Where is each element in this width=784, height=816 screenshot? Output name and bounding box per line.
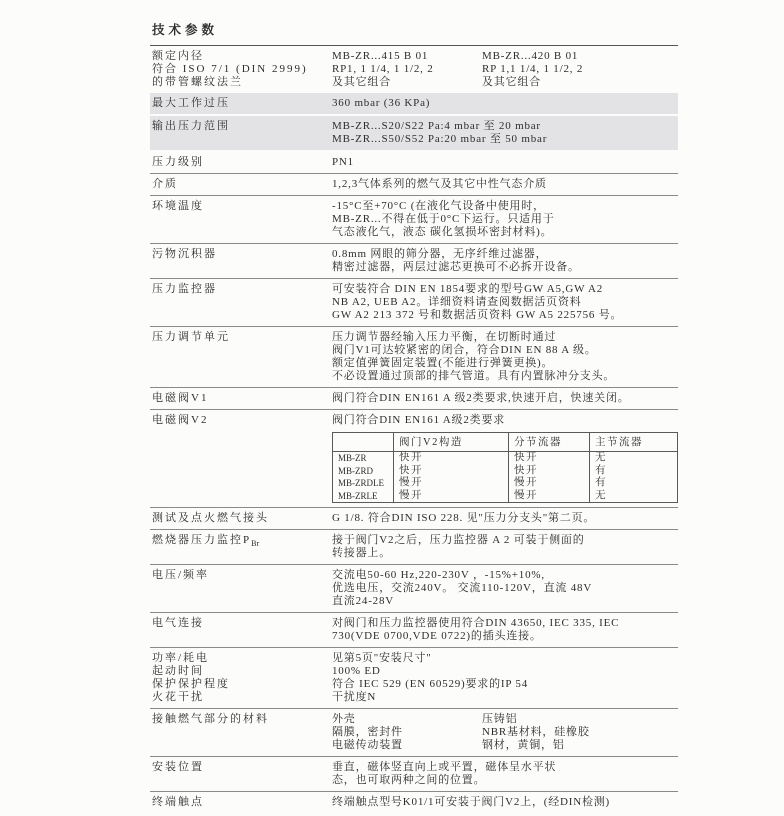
row-value xyxy=(332,761,678,787)
value-line: 垂直，磁体竖直向上或平置，磁体呈水平状 xyxy=(332,761,557,773)
valve-table-cell: MB-ZR xyxy=(333,452,394,465)
value-line: 360 mbar (36 KPa) xyxy=(332,97,431,109)
spec-row xyxy=(150,792,678,813)
spec-row xyxy=(150,174,678,196)
material-part: 电磁传动装置 xyxy=(332,739,403,751)
row-label xyxy=(150,713,332,752)
value-line: 精密过滤器，两层过滤芯更换可不必拆开设备。 xyxy=(332,261,580,273)
material-kind: 压铸铝 xyxy=(482,713,518,725)
value-line: 730(VDE 0700,VDE 0722)的插头连接。 xyxy=(332,630,542,642)
value-line: 不必设置通过顶部的排气管道。具有内置脉冲分支头。 xyxy=(332,370,616,382)
value-column-2 xyxy=(482,50,678,89)
row-value xyxy=(332,97,678,110)
value-line: 对阀门和压力监控器使用符合DIN 43650, IEC 335, IEC xyxy=(332,617,620,629)
row-value xyxy=(332,617,678,643)
value-line: 压力调节器经输入压力平衡，在切断时通过 xyxy=(332,331,557,343)
row-label-line: 电磁阀V1 xyxy=(152,392,209,404)
row-label-line: 压力调节单元 xyxy=(152,331,230,343)
value-line: 态，也可取两种之间的位置。 xyxy=(332,774,486,786)
value-line: 0.8mm 网眼的筛分器，无序纤维过滤器， xyxy=(332,248,548,260)
valve-table-cell: 有 xyxy=(590,477,678,490)
row-label-line: 测试及点火燃气接头 xyxy=(152,512,269,524)
spec-table xyxy=(150,46,678,813)
value-line: 阀门符合DIN EN161 A级2类要求 xyxy=(332,414,506,426)
row-value xyxy=(332,713,678,752)
row-label-line: 压力级别 xyxy=(152,156,204,168)
value-line: 接于阀门V2之后，压力监控器 A 2 可装于侧面的 xyxy=(332,534,585,546)
row-label-line: 终端触点 xyxy=(152,796,204,808)
row-label xyxy=(150,414,332,503)
row-label-line: 介质 xyxy=(152,178,178,190)
valve-table-cell: 慢开 xyxy=(509,490,590,503)
row-label-line: 燃烧器压力监控$P_{Br}$ xyxy=(152,534,260,549)
spec-row xyxy=(150,530,678,565)
row-label xyxy=(150,156,332,169)
value-line: G 1/8. 符合DIN ISO 228. 见"压力分支头"第二页。 xyxy=(332,512,596,524)
row-label-line: 电磁阀V2 xyxy=(152,414,209,426)
row-label-line: 最大工作过压 xyxy=(152,97,230,109)
row-label xyxy=(150,392,332,405)
row-value xyxy=(332,392,678,405)
value-line: 及其它组合 xyxy=(482,76,541,88)
row-label-line: 污物沉积器 xyxy=(152,248,217,260)
row-value xyxy=(332,512,678,525)
value-line: 干扰度N xyxy=(332,691,377,703)
value-line: 交流电50-60 Hz,220-230V ，-15%+10%, xyxy=(332,569,545,581)
value-line: 符合 IEC 529 (EN 60529)要求的IP 54 xyxy=(332,678,529,690)
spec-row xyxy=(150,648,678,709)
material-part: 外壳 xyxy=(332,713,356,725)
value-line: 终端触点型号K01/1可安装于阀门V2上，(经DIN检测) xyxy=(332,796,611,808)
spec-row xyxy=(150,116,678,150)
spec-row xyxy=(150,565,678,613)
valve-table-cell: 快开 xyxy=(509,465,590,478)
row-value xyxy=(332,569,678,608)
row-label xyxy=(150,512,332,525)
valve-table-row xyxy=(333,490,678,503)
row-label-line: 符合 ISO 7/1 (DIN 2999) xyxy=(152,63,308,75)
row-value xyxy=(332,283,678,322)
row-label xyxy=(150,50,332,89)
valve-table-row xyxy=(333,452,678,465)
valve-table-cell: MB-ZRD xyxy=(333,465,394,478)
spec-row xyxy=(150,327,678,388)
row-value xyxy=(332,414,678,503)
row-value xyxy=(332,331,678,383)
title-row xyxy=(150,12,678,46)
valve-table-cell: 快开 xyxy=(394,465,509,478)
row-label-line: 压力监控器 xyxy=(152,283,217,295)
value-line: PN1 xyxy=(332,156,354,168)
spec-row xyxy=(150,244,678,279)
row-label xyxy=(150,331,332,383)
valve-table-cell: 慢开 xyxy=(509,477,590,490)
row-value xyxy=(332,534,678,560)
value-line: MB-ZR...不得在低于0°C下运行。只适用于 xyxy=(332,213,555,225)
value-line: 及其它组合 xyxy=(332,76,391,88)
row-label xyxy=(150,617,332,643)
value-line: 阀门V1可达较紧密的闭合，符合DIN EN 88 A 级。 xyxy=(332,344,597,356)
page-title: 技术参数 xyxy=(152,23,219,37)
spec-row xyxy=(150,709,678,757)
valve-table-cell: 慢开 xyxy=(394,490,509,503)
valve-table-cell: 无 xyxy=(590,452,678,465)
spec-content xyxy=(150,12,678,813)
value-line: 优选电压，交流240V。 交流110-120V，直流 48V xyxy=(332,582,593,594)
row-label-line: 保护保护程度 xyxy=(152,678,230,690)
value-line: NB A2, UEB A2。详细资料请查阅数据活页资料 xyxy=(332,296,582,308)
value-line: 100% ED xyxy=(332,665,381,677)
valve-table-cell: 快开 xyxy=(394,452,509,465)
row-value xyxy=(332,120,678,146)
valve-table-row xyxy=(333,477,678,490)
row-label-line: 接触燃气部分的材料 xyxy=(152,713,269,725)
row-label xyxy=(150,652,332,704)
valve-table-header: 阀门V2构造 xyxy=(394,433,509,452)
row-label xyxy=(150,178,332,191)
valve-table-header: 主节流器 xyxy=(590,433,678,452)
value-line: RP 1,1 1/4, 1 1/2, 2 xyxy=(482,63,584,75)
row-value xyxy=(332,652,678,704)
row-label xyxy=(150,248,332,274)
value-line: RP1, 1 1/4, 1 1/2, 2 xyxy=(332,63,434,75)
row-label xyxy=(150,534,332,560)
row-label-line: 额定内径 xyxy=(152,50,204,62)
value-line: 1,2,3气体系列的燃气及其它中性气态介质 xyxy=(332,178,547,190)
row-value xyxy=(332,248,678,274)
value-line: GW A2 213 372 号和数据活页资料 GW A5 225756 号。 xyxy=(332,309,623,321)
spec-row xyxy=(150,410,678,508)
row-label xyxy=(150,569,332,608)
material-pair xyxy=(332,713,678,726)
value-columns xyxy=(332,50,678,89)
value-line: 额定值弹簧固定装置(不能进行弹簧更换)。 xyxy=(332,357,554,369)
spec-row xyxy=(150,757,678,792)
row-label xyxy=(150,283,332,322)
spec-row xyxy=(150,508,678,530)
row-label xyxy=(150,120,332,146)
value-line: 可安装符合 DIN EN 1854要求的型号GW A5,GW A2 xyxy=(332,283,604,295)
value-line: MB-ZR...S50/S52 Pa:20 mbar 至 50 mbar xyxy=(332,133,548,145)
spec-row xyxy=(150,613,678,648)
spec-row xyxy=(150,196,678,244)
row-label xyxy=(150,200,332,239)
valve-table-cell: MB-ZRDLE xyxy=(333,477,394,490)
material-kind: NBR基材料，硅橡胶 xyxy=(482,726,590,738)
valve-config-table xyxy=(332,432,678,503)
spec-row xyxy=(150,152,678,174)
valve-table-header: 分节流器 xyxy=(509,433,590,452)
spec-row xyxy=(150,93,678,114)
row-label-line: 火花干扰 xyxy=(152,691,204,703)
value-line: -15°C至+70°C (在液化气设备中使用时， xyxy=(332,200,545,212)
material-kind: 钢材，黄铜，铝 xyxy=(482,739,565,751)
valve-table-cell: 有 xyxy=(590,465,678,478)
row-value xyxy=(332,200,678,239)
valve-table-cell: 慢开 xyxy=(394,477,509,490)
valve-table-cell: 无 xyxy=(590,490,678,503)
value-line: 见第5页"安装尺寸" xyxy=(332,652,432,664)
row-label xyxy=(150,761,332,787)
spec-row xyxy=(150,279,678,327)
row-label-line: 电气连接 xyxy=(152,617,204,629)
value-line: 阀门符合DIN EN161 A 级2类要求,快速开启，快速关闭。 xyxy=(332,392,630,404)
row-value xyxy=(332,50,678,89)
row-label-line: 起动时间 xyxy=(152,665,204,677)
row-label-line: 电压/频率 xyxy=(152,569,210,581)
row-value xyxy=(332,796,678,809)
valve-table-header xyxy=(333,433,394,452)
material-part: 隔膜，密封件 xyxy=(332,726,403,738)
row-value xyxy=(332,156,678,169)
value-line: 直流24-28V xyxy=(332,595,395,607)
spec-row xyxy=(150,388,678,410)
value-line: 转接器上。 xyxy=(332,547,391,559)
material-pair xyxy=(332,726,678,739)
valve-table-header-row xyxy=(333,433,678,452)
row-label-line: 功率/耗电 xyxy=(152,652,210,664)
valve-table-cell: MB-ZRLE xyxy=(333,490,394,503)
value-line: MB-ZR...420 B 01 xyxy=(482,50,579,62)
valve-table-row xyxy=(333,465,678,478)
row-label-line: 输出压力范围 xyxy=(152,120,230,132)
spec-row xyxy=(150,46,678,93)
valve-table-cell: 快开 xyxy=(509,452,590,465)
row-label-line: 安装位置 xyxy=(152,761,204,773)
value-line: 气态液化气，液态 碳化氢损坏密封材料)。 xyxy=(332,226,553,238)
row-label xyxy=(150,97,332,110)
value-line: MB-ZR...S20/S22 Pa:4 mbar 至 20 mbar xyxy=(332,120,541,132)
row-label xyxy=(150,796,332,809)
value-line: MB-ZR...415 B 01 xyxy=(332,50,429,62)
row-value xyxy=(332,178,678,191)
material-pair xyxy=(332,739,678,752)
row-label-line: 的带管螺纹法兰 xyxy=(152,76,243,88)
row-label-line: 环境温度 xyxy=(152,200,204,212)
value-column-1 xyxy=(332,50,482,89)
